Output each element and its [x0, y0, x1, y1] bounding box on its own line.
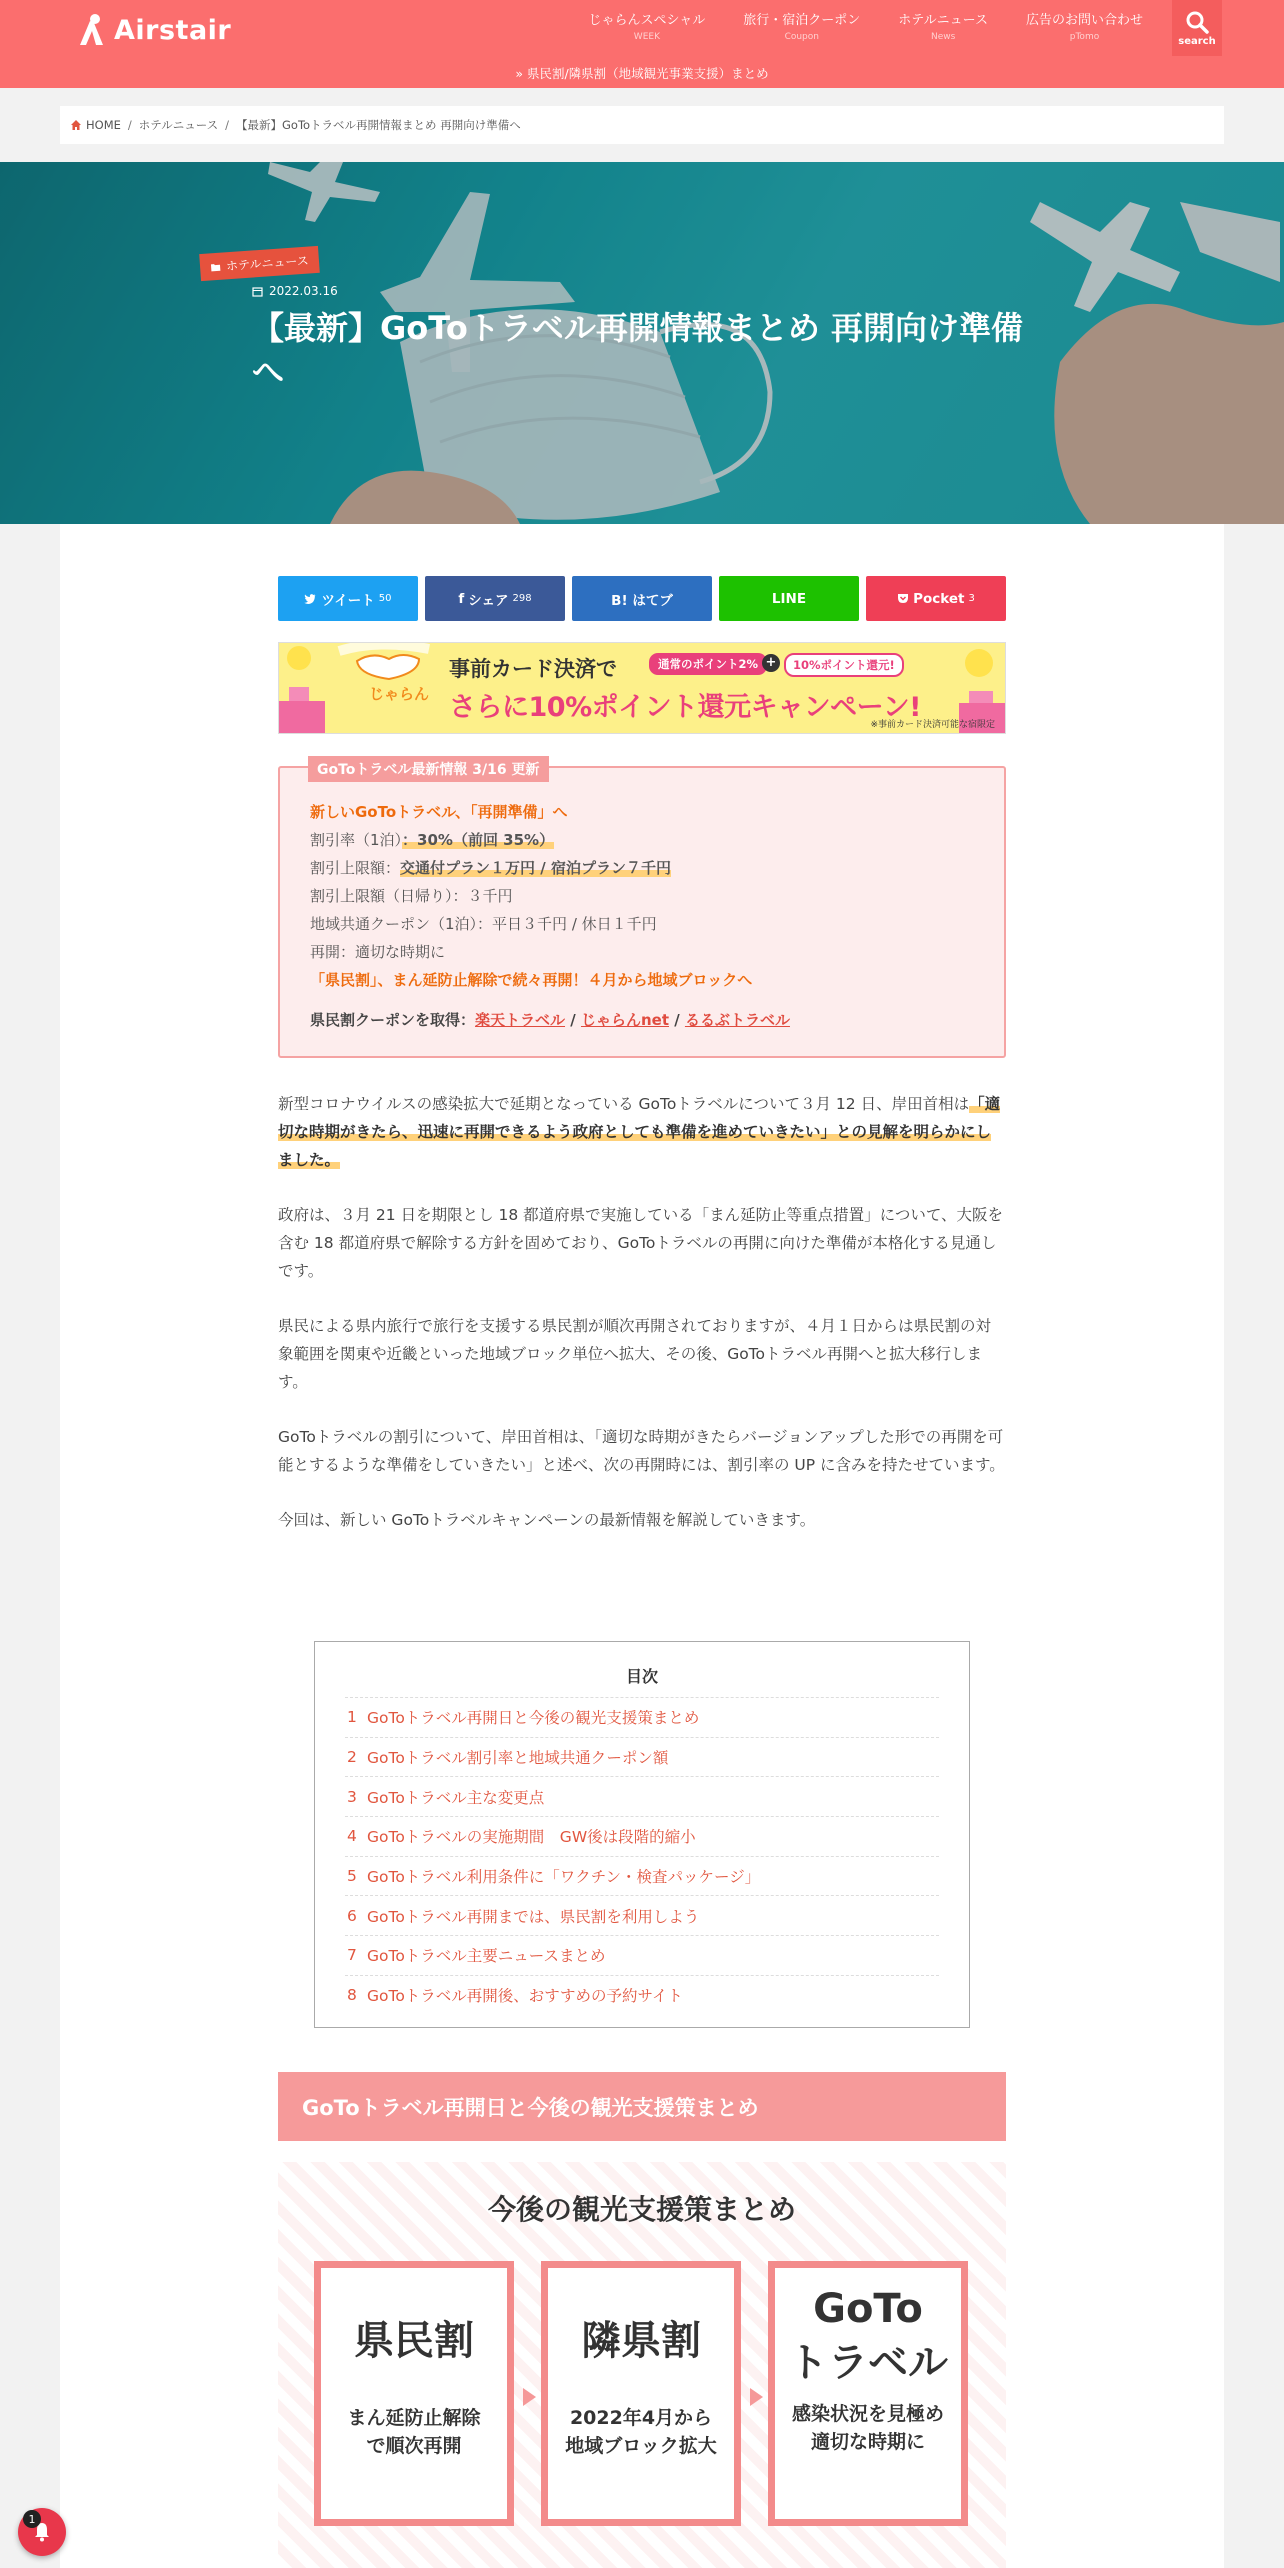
info-box-title: GoToトラベル最新情報 3/16 更新 [308, 756, 549, 782]
share-buttons [278, 576, 1006, 621]
toc-label: GoToトラベル主要ニュースまとめ [367, 1947, 606, 1966]
pocket-count: 3 [968, 593, 975, 604]
toc-item[interactable] [345, 1975, 939, 2015]
toc-label: GoToトラベル利用条件に「ワクチン・検査パッケージ」 [367, 1868, 761, 1887]
tweet-count: 50 [378, 593, 392, 604]
search-icon [1185, 10, 1209, 34]
link-separator: / [565, 1011, 581, 1029]
toc-number: 5 [347, 1867, 357, 1886]
twitter-icon [304, 593, 317, 605]
pocket-icon [897, 593, 909, 604]
nav-sub: pTomo [1069, 32, 1100, 42]
banner-badge-normal: 通常のポイント2% [649, 653, 767, 675]
breadcrumb-separator: / [127, 118, 132, 132]
jalan-net-link[interactable]: じゃらんnet [580, 1011, 669, 1029]
rate-value: ：30%（前回 35%） [402, 831, 555, 849]
toc-item[interactable] [345, 1697, 939, 1737]
facebook-share-button[interactable] [425, 576, 565, 621]
info-kenminwari: 「県民割」、まん延防止解除で続々再開！４月から地域ブロックへ [310, 971, 753, 989]
section-heading: GoToトラベル再開日と今後の観光支援策まとめ [278, 2072, 1006, 2141]
rate-label: 割引率（1泊） [310, 831, 403, 849]
home-icon [70, 119, 82, 131]
toc-number: 7 [347, 1946, 357, 1965]
pocket-label: Pocket [913, 590, 965, 607]
line-share-button[interactable] [719, 576, 859, 621]
site-header [0, 0, 1284, 88]
nav-sub: News [930, 32, 956, 42]
paragraph: 今回は、新しい GoToトラベルキャンペーンの最新情報を解説していきます。 [278, 1511, 816, 1529]
site-logo[interactable] [76, 10, 231, 50]
info-coupon-links [310, 1006, 970, 1034]
nav-sub: Coupon [784, 32, 819, 42]
toc-label: GoToトラベル再開までは、県民割を利用しよう [367, 1907, 700, 1926]
info-day-limit: 割引上限額（日帰り）：３千円 [310, 887, 513, 905]
notification-count: 1 [23, 2510, 41, 2528]
policy-title: 今後の観光支援策まとめ [487, 2193, 796, 2226]
nav-label: ホテルニュース [898, 13, 988, 28]
paragraph: 県民による県内旅行で旅行を支援する県民割が順次再開されておりますが、４月１日からは県民割の対象範囲を関東や近畿といった地域ブロック単位へ拡大、その後、GoToトラベル再開へと拡大移行します。 [278, 1317, 992, 1391]
coupon-label: 県民割クーポンを取得： [310, 1011, 476, 1029]
article-body [278, 1090, 1006, 1561]
toc-number: 3 [347, 1787, 357, 1806]
folder-icon [210, 261, 222, 273]
breadcrumb-home[interactable]: HOME [86, 118, 121, 132]
toc-item[interactable] [345, 1935, 939, 1975]
publish-date: 2022.03.16 [269, 284, 338, 298]
nav-coupon[interactable] [724, 0, 879, 56]
tweet-button[interactable] [278, 576, 418, 621]
pocket-button[interactable] [866, 576, 1006, 621]
policy-card-text: で順次再開 [366, 2435, 462, 2457]
banner-line2: さらに10%ポイント還元キャンペーン! [449, 692, 921, 723]
policy-card-text: まん延防止解除 [347, 2407, 481, 2429]
jalan-campaign-banner[interactable] [278, 642, 1006, 734]
policy-card-text: 2022年4月から [569, 2407, 713, 2429]
nav-label: 広告のお問い合わせ [1025, 13, 1143, 28]
toc-title: 目次 [625, 1667, 658, 1686]
policy-card-text: 地域ブロック拡大 [565, 2435, 717, 2457]
rurubu-travel-link[interactable]: るるぶトラベル [684, 1011, 790, 1029]
policy-card-title: トラベル [788, 2340, 948, 2386]
policy-card-title: 県民割 [354, 2318, 474, 2364]
logo-text: Airstair [114, 14, 232, 46]
global-nav [570, 0, 1162, 56]
arrow-right-icon [750, 2388, 763, 2406]
airstair-logo-icon [76, 13, 106, 47]
toc-number: 4 [347, 1827, 357, 1846]
arrow-right-icon [523, 2388, 536, 2406]
banner-badge-ten: 10%ポイント還元! [784, 653, 904, 677]
policy-card-rinkenwari [541, 2261, 741, 2526]
hero-date [252, 284, 338, 298]
breadcrumb-current: 【最新】GoToトラベル再開情報まとめ 再開向け準備へ [236, 118, 521, 132]
nav-hotel-news[interactable] [879, 0, 1007, 56]
info-discount-rate [310, 826, 970, 854]
policy-card-text: 適切な時期に [810, 2431, 925, 2453]
line-label: LINE [771, 590, 807, 607]
policy-card-goto [768, 2261, 968, 2526]
paragraph: 政府は、３月 21 日を期限とし 18 都道府県で実施している「まん延防止等重点措置」について、大阪を含む 18 都道府県で解除する方針を固めており、GoToトラベルの再開に向けた準備が本格化する見通しです。 [278, 1206, 1004, 1280]
search-label: search [1178, 35, 1216, 47]
paragraph [278, 1090, 1006, 1174]
banner-line1: 事前カード決済で [449, 657, 617, 681]
policy-card-title: 隣県割 [581, 2318, 701, 2364]
banner-note: ※事前カード決済可能な宿限定 [870, 720, 995, 730]
info-restart: 再開：適切な時期に [310, 943, 446, 961]
toc-item[interactable] [345, 1776, 939, 1816]
page-title: 【最新】GoToトラベル再開情報まとめ 再開向け準備へ [252, 309, 1023, 391]
table-of-contents [314, 1641, 970, 2028]
toc-item[interactable] [345, 1816, 939, 1856]
toc-label: GoToトラベル主な変更点 [367, 1788, 545, 1807]
paragraph: GoToトラベルの割引について、岸田首相は、「適切な時期がきたらバージョンアップした形での再開を可能とするような準備をしていきたい」と述べ、次の再開時には、割引率の UP に含みを持たせています。 [278, 1428, 1005, 1474]
policy-card-kenminwari [314, 2261, 514, 2526]
nav-label: 旅行・宿泊クーポン [743, 13, 861, 28]
toc-number: 8 [347, 1986, 357, 2005]
policy-card-text: 感染状況を見極め [791, 2403, 944, 2425]
info-coupon: 地域共通クーポン（1泊）：平日３千円 / 休日１千円 [310, 915, 657, 933]
banner-plus-icon: + [762, 654, 780, 672]
nav-sub: WEEK [633, 32, 660, 42]
facebook-count: 298 [512, 593, 532, 604]
hatena-label: B! はてブ [611, 592, 673, 609]
info-discount-limit [310, 854, 970, 882]
link-separator: / [669, 1011, 685, 1029]
breadcrumb-separator: / [225, 118, 229, 132]
toc-label: GoToトラベル割引率と地域共通クーポン額 [367, 1749, 669, 1768]
paragraph-text: 新型コロナウイルスの感染拡大で延期となっている GoToトラベルについて３月 12 日、岸田首相は [278, 1095, 970, 1113]
toc-item[interactable] [345, 1737, 939, 1777]
rakuten-travel-link[interactable]: 楽天トラベル [475, 1011, 566, 1029]
toc-number: 1 [347, 1708, 357, 1727]
limit-label: 割引上限額： [310, 859, 401, 877]
tweet-label: ツイート [321, 592, 375, 609]
notification-bell-button[interactable] [18, 2508, 66, 2556]
hatena-bookmark-button[interactable] [572, 576, 712, 621]
nav-label: じゃらんスペシャル [588, 13, 706, 28]
jalan-logo-text: じゃらん [369, 685, 430, 703]
calendar-icon [252, 286, 263, 297]
search-button[interactable] [1172, 0, 1222, 56]
toc-item[interactable] [345, 1895, 939, 1935]
facebook-label: シェア [468, 592, 509, 609]
nav-jalan-special[interactable] [570, 0, 725, 56]
toc-label: GoToトラベル再開後、おすすめの予約サイト [367, 1987, 683, 2006]
toc-number: 2 [347, 1748, 357, 1767]
hero-category: ホテルニュース [225, 253, 310, 274]
facebook-icon: f [458, 590, 465, 607]
update-info-box [278, 762, 1006, 1058]
policy-card-title: GoTo [813, 2286, 923, 2332]
policy-summary-graphic [278, 2162, 1006, 2568]
info-headline: 新しいGoToトラベル、「再開準備」へ [310, 803, 568, 821]
toc-number: 6 [347, 1906, 357, 1925]
highlighted-quote: 「適切な時期がきたら、迅速に再開できるよう政府としても準備を進めていきたい」との見解を明らかにしました。 [278, 1095, 1001, 1169]
toc-label: GoToトラベルの実施期間 GW後は段階的縮小 [367, 1828, 696, 1847]
nav-ad-contact[interactable] [1007, 0, 1162, 56]
notice-link[interactable]: » 県民割/隣県割（地域観光事業支援）まとめ [515, 66, 769, 81]
toc-label: GoToトラベル再開日と今後の観光支援策まとめ [367, 1709, 700, 1728]
breadcrumb-category[interactable]: ホテルニュース [138, 118, 219, 132]
toc-item[interactable] [345, 1856, 939, 1896]
breadcrumb [60, 106, 1224, 144]
limit-value: 交通付プラン１万円 / 宿泊プラン７千円 [400, 859, 671, 877]
